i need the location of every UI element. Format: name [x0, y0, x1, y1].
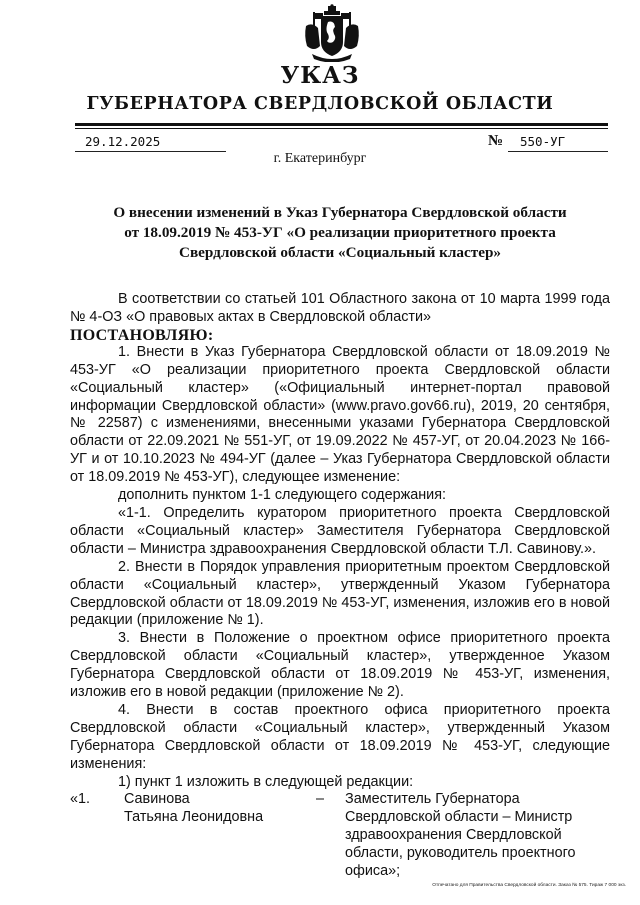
document-type-title: УКАЗ — [280, 62, 360, 89]
issuer-subtitle: ГУБЕРНАТОРА СВЕРДЛОВСКОЙ ОБЛАСТИ — [86, 94, 554, 114]
heading-line: Свердловской области «Социальный кластер» — [178, 244, 501, 261]
body-paragraph: «1-1. Определить куратором приоритетного проекта Свердловской области «Социальный кластер» Заместителя Губернатора Свердловской области – Министра здравоохранения Свердловской области Т.Л. Савинову.». — [70, 504, 610, 557]
member-given-names: Татьяна Леонидовна — [124, 809, 264, 826]
body-paragraph: 2. Внести в Порядок управления приоритетным проектом Свердловской области «Социальный кластер», утвержденный Указом Губернатора Свердловской области от 18.09.2019 № 453-УГ, изменения, изложив его в новой редакции (приложение № 1). — [70, 558, 610, 629]
decree-word: ПОСТАНОВЛЯЮ: — [70, 326, 214, 344]
document-body — [70, 291, 610, 880]
print-footer: Отпечатано для Правительства Свердловской области. Заказ № 575. Тираж 7 000 экз. — [432, 883, 626, 888]
body-paragraph: 1) пункт 1 изложить в следующей редакции: — [118, 773, 414, 790]
body-paragraph: 4. Внести в состав проектного офиса приоритетного проекта Свердловской области «Социальный кластер», утвержденный Указом Губернатора Свердловской области от 18.09.2019 № 453-УГ, следующие изменения: — [70, 701, 610, 772]
header-rule-thin — [75, 128, 608, 129]
member-dash: – — [316, 791, 325, 808]
document-number: 550-УГ — [508, 134, 608, 152]
body-paragraph: 1. Внести в Указ Губернатора Свердловской области от 18.09.2019 № 453-УГ «О реализации приоритетного проекта Свердловской области «Социальный кластер» («Официальный интернет-портал правовой информации Свердловской области» (www.pravo.gov66.ru), 2019, 20 сентября, № 22587) с изменениями, внесенными указами Губернатора Свердловской области от 22.09.2021 № 551-УГ, от 19.09.2022 № 457-УГ, от 20.04.2023 № 166-УГ и от 10.10.2023 № 494-УГ (далее – Указ Губернатора Свердловской области от 18.09.2019 № 453-УГ), следующее изменение: — [70, 343, 610, 486]
issue-city: г. Екатеринбург — [273, 151, 367, 166]
preamble-paragraph: В соответствии со статьей 101 Областного закона от 10 марта 1999 года № 4-ОЗ «О правовых актах в Свердловской области» — [70, 291, 610, 325]
body-paragraph: 3. Внести в Положение о проектном офисе приоритетного проекта Свердловской области «Социальный кластер», утвержденное Указом Губернатора Свердловской области от 18.09.2019 № 453-УГ, изменения, изложив его в новой редакции (приложение № 2). — [70, 630, 610, 701]
document-heading — [60, 203, 620, 263]
heading-line: от 18.09.2019 № 453-УГ «О реализации приоритетного проекта — [124, 224, 556, 241]
coat-of-arms-icon — [304, 4, 360, 62]
body-paragraph: дополнить пунктом 1-1 следующего содержания: — [118, 487, 446, 504]
member-position: Заместитель Губернатора Свердловской области – Министр здравоохранения Свердловской области, руководитель проектного офиса»; — [345, 791, 576, 880]
member-surname: Савинова — [124, 791, 190, 808]
document-date: 29.12.2025 — [75, 134, 226, 152]
office-member-row — [70, 791, 610, 880]
heading-line: О внесении изменений в Указ Губернатора Свердловской области — [113, 204, 567, 221]
member-name — [124, 791, 304, 827]
header-rule-thick — [75, 123, 608, 126]
member-number: «1. — [70, 791, 91, 808]
number-label: № — [488, 133, 504, 149]
